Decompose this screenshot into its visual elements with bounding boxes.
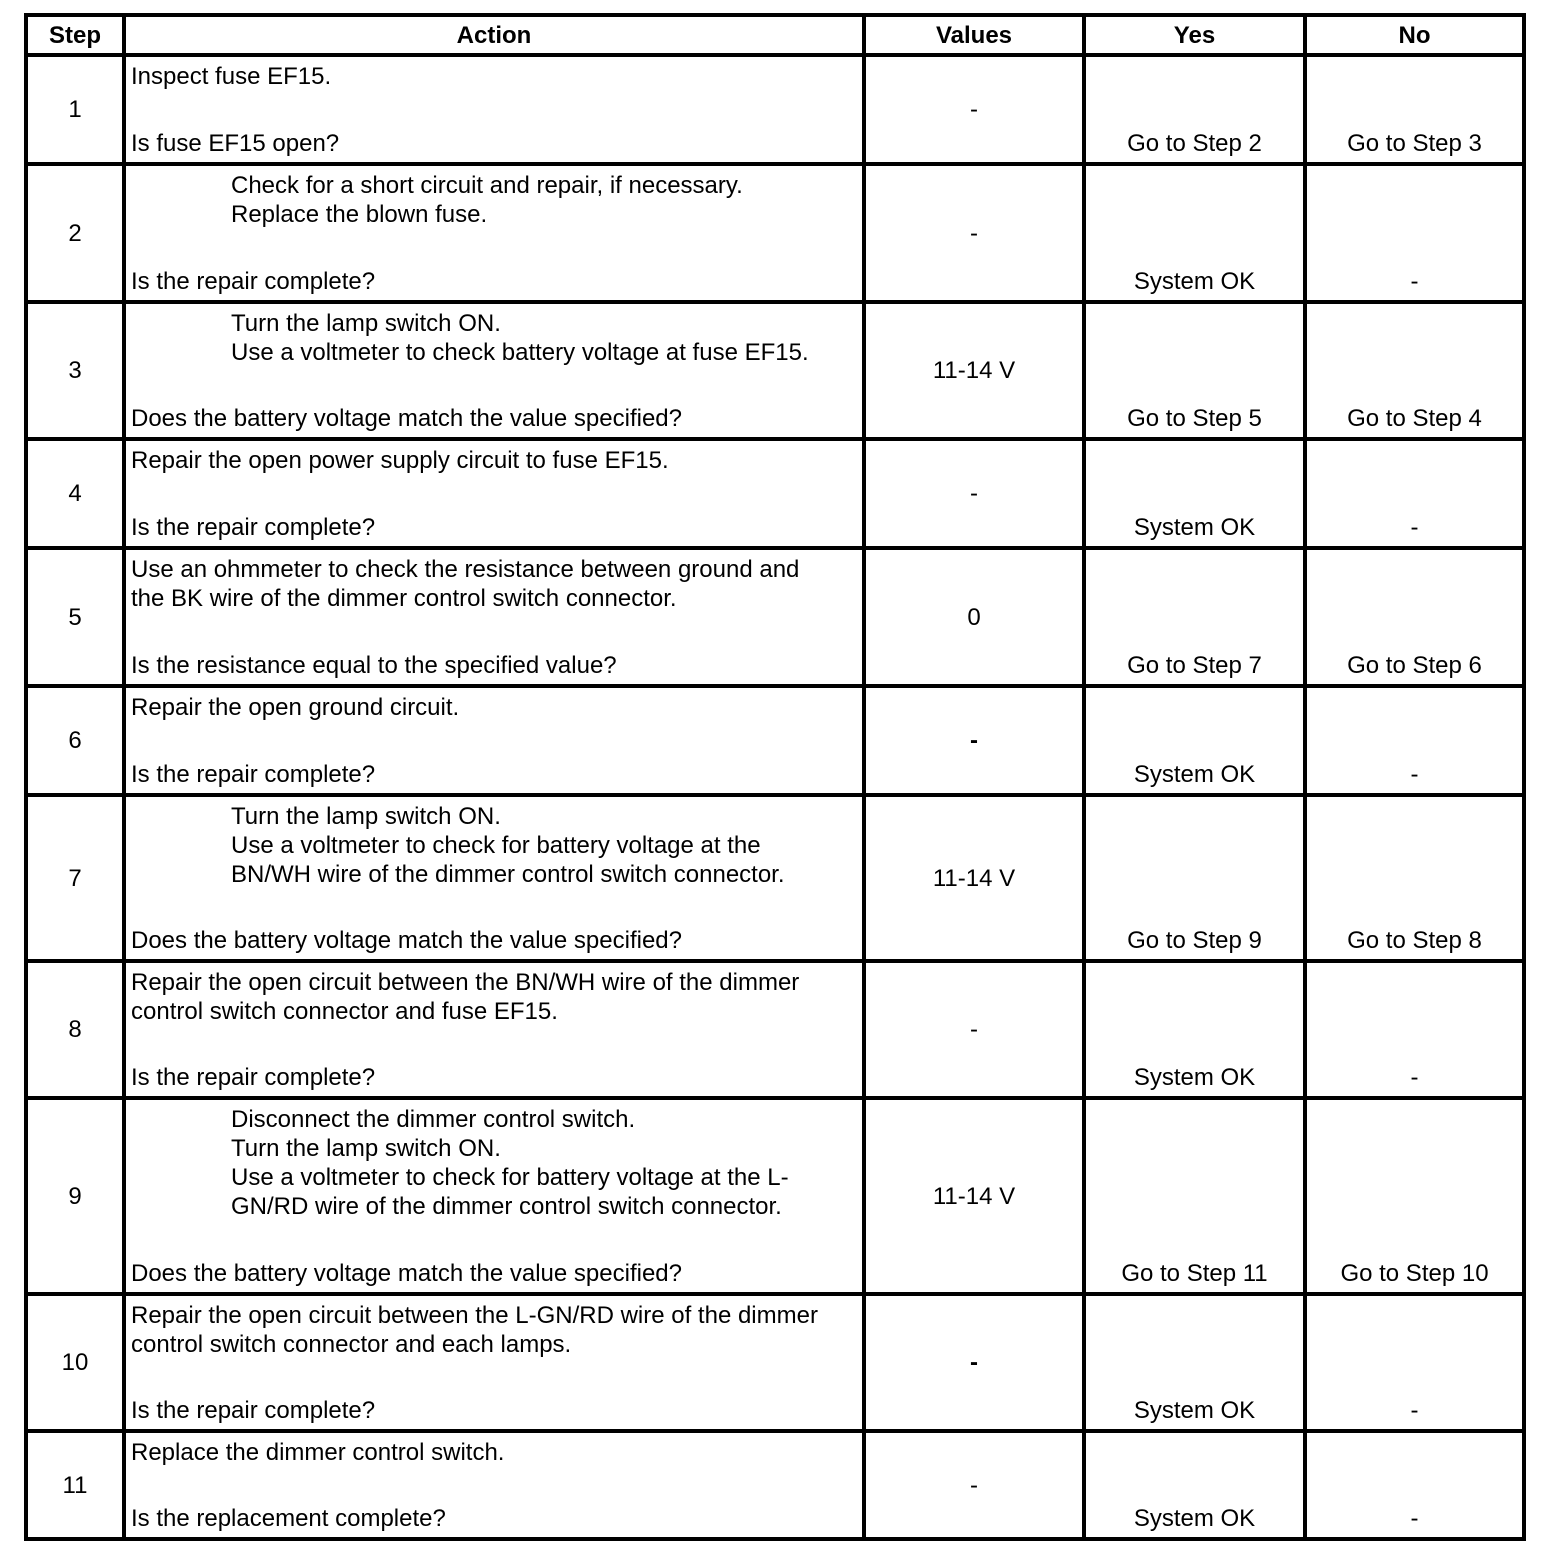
instruction-line: Repair the open circuit between the BN/WH wire of the dimmer <box>131 969 800 996</box>
instruction-line: Use a voltmeter to check battery voltage at fuse EF15. <box>231 339 809 366</box>
header-step: Step <box>28 17 122 53</box>
instruction-line: Replace the blown fuse. <box>231 201 488 228</box>
action-question: Is the replacement complete? <box>131 1505 446 1532</box>
table-row <box>28 1296 1522 1429</box>
yes-cell <box>1086 963 1303 1096</box>
instruction-line: BN/WH wire of the dimmer control switch connector. <box>231 861 785 888</box>
instruction-line: Replace the dimmer control switch. <box>131 1439 505 1466</box>
table-header-row <box>28 17 1522 53</box>
value-text: 11-14 V <box>932 357 1016 384</box>
yes-result: System OK <box>1133 1505 1256 1532</box>
instruction-line: control switch connector and fuse EF15. <box>131 998 558 1025</box>
table-row <box>28 1100 1522 1292</box>
no-cell <box>1307 166 1522 300</box>
no-cell <box>1307 1100 1522 1292</box>
step-cell <box>28 797 122 959</box>
step-number: 3 <box>68 357 82 384</box>
instruction-line: Turn the lamp switch ON. <box>231 310 501 337</box>
step-number: 6 <box>68 727 82 754</box>
step-cell <box>28 963 122 1096</box>
action-cell <box>126 797 862 959</box>
step-number: 2 <box>68 219 82 247</box>
yes-cell <box>1086 550 1303 684</box>
action-instructions <box>131 171 857 229</box>
no-result: Go to Step 8 <box>1347 927 1482 954</box>
action-instructions <box>131 309 857 367</box>
action-instructions <box>131 802 857 889</box>
action-instructions <box>131 968 857 1026</box>
value-cell <box>866 797 1082 959</box>
no-cell <box>1307 1433 1522 1537</box>
value-cell <box>866 688 1082 793</box>
table-row <box>28 441 1522 546</box>
table-row <box>28 57 1522 162</box>
no-result: - <box>1410 761 1419 788</box>
instruction-line: Turn the lamp switch ON. <box>231 803 501 830</box>
instruction-line: Disconnect the dimmer control switch. <box>231 1106 636 1133</box>
step-number: 10 <box>61 1349 89 1376</box>
yes-result: System OK <box>1133 1397 1256 1424</box>
value-text: - <box>970 480 978 507</box>
action-instructions <box>131 693 857 722</box>
instruction-line: GN/RD wire of the dimmer control switch connector. <box>231 1193 782 1220</box>
yes-result: System OK <box>1133 268 1256 295</box>
value-cell <box>866 1433 1082 1537</box>
value-text: - <box>970 219 978 247</box>
step-cell <box>28 1296 122 1429</box>
action-question: Is the repair complete? <box>131 1064 376 1091</box>
no-cell <box>1307 304 1522 437</box>
action-question: Is the repair complete? <box>131 268 376 295</box>
instruction-line: control switch connector and each lamps. <box>131 1331 572 1358</box>
no-cell <box>1307 441 1522 546</box>
value-cell <box>866 963 1082 1096</box>
yes-result: Go to Step 2 <box>1127 130 1262 157</box>
header-action: Action <box>126 17 862 53</box>
yes-result: System OK <box>1133 514 1256 541</box>
instruction-line: Use a voltmeter to check for battery voltage at the <box>231 832 761 859</box>
table-row <box>28 1433 1522 1537</box>
step-number: 8 <box>68 1016 82 1043</box>
step-cell <box>28 57 122 162</box>
yes-cell <box>1086 57 1303 162</box>
action-question: Is the repair complete? <box>131 1397 376 1424</box>
yes-cell <box>1086 166 1303 300</box>
table-row <box>28 797 1522 959</box>
action-instructions <box>131 1438 857 1467</box>
instruction-line: Repair the open power supply circuit to fuse EF15. <box>131 447 669 474</box>
instruction-line: Use an ohmmeter to check the resistance between ground and <box>131 556 800 583</box>
instruction-line: the BK wire of the dimmer control switch connector. <box>131 585 677 612</box>
yes-result: System OK <box>1133 761 1256 788</box>
action-question: Does the battery voltage match the value specified? <box>131 405 682 432</box>
step-cell <box>28 166 122 300</box>
action-cell <box>126 304 862 437</box>
action-cell <box>126 441 862 546</box>
yes-cell <box>1086 688 1303 793</box>
value-text: - <box>970 1016 978 1043</box>
yes-cell <box>1086 1433 1303 1537</box>
action-cell <box>126 1433 862 1537</box>
no-result: - <box>1410 1505 1419 1532</box>
action-question: Is the resistance equal to the specified value? <box>131 652 617 679</box>
value-text: - <box>970 727 978 754</box>
action-question: Does the battery voltage match the value specified? <box>131 1260 682 1287</box>
yes-cell <box>1086 1100 1303 1292</box>
yes-result: Go to Step 11 <box>1121 1260 1268 1287</box>
no-result: - <box>1410 1064 1419 1091</box>
value-text: - <box>970 1471 978 1499</box>
value-cell <box>866 441 1082 546</box>
no-result: - <box>1410 514 1419 541</box>
no-cell <box>1307 797 1522 959</box>
value-cell <box>866 1296 1082 1429</box>
step-number: 4 <box>68 480 82 507</box>
no-result: Go to Step 6 <box>1347 652 1482 679</box>
instruction-line: Use a voltmeter to check for battery voltage at the L- <box>231 1164 789 1191</box>
step-number: 7 <box>68 864 82 892</box>
no-cell <box>1307 963 1522 1096</box>
instruction-line: Repair the open circuit between the L-GN/RD wire of the dimmer <box>131 1302 818 1329</box>
action-cell <box>126 57 862 162</box>
yes-result: System OK <box>1133 1064 1256 1091</box>
action-cell <box>126 688 862 793</box>
header-no: No <box>1307 17 1522 53</box>
instruction-line: Repair the open ground circuit. <box>131 694 460 721</box>
step-number: 11 <box>62 1471 88 1499</box>
value-cell <box>866 1100 1082 1292</box>
action-cell <box>126 550 862 684</box>
yes-result: Go to Step 7 <box>1127 652 1262 679</box>
no-result: - <box>1410 268 1419 295</box>
value-cell <box>866 166 1082 300</box>
step-cell <box>28 441 122 546</box>
yes-result: Go to Step 5 <box>1127 405 1262 432</box>
action-cell <box>126 1100 862 1292</box>
action-instructions <box>131 62 857 91</box>
action-question: Is fuse EF15 open? <box>131 130 340 157</box>
step-cell <box>28 1100 122 1292</box>
table-row <box>28 166 1522 300</box>
value-cell <box>866 550 1082 684</box>
header-yes: Yes <box>1086 17 1303 53</box>
value-text: 11-14 V <box>932 864 1016 892</box>
step-number: 1 <box>68 96 82 123</box>
no-result: Go to Step 3 <box>1347 130 1482 157</box>
table-row <box>28 963 1522 1096</box>
step-number: 9 <box>68 1182 82 1210</box>
action-question: Is the repair complete? <box>131 514 376 541</box>
no-result: Go to Step 4 <box>1347 405 1482 432</box>
step-cell <box>28 1433 122 1537</box>
step-cell <box>28 688 122 793</box>
action-cell <box>126 1296 862 1429</box>
yes-cell <box>1086 1296 1303 1429</box>
action-question: Does the battery voltage match the value specified? <box>131 927 682 954</box>
header-values: Values <box>866 17 1082 53</box>
action-instructions <box>131 555 857 613</box>
yes-result: Go to Step 9 <box>1127 927 1262 954</box>
action-cell <box>126 963 862 1096</box>
table-row <box>28 550 1522 684</box>
table-row <box>28 304 1522 437</box>
value-text: - <box>970 96 978 123</box>
yes-cell <box>1086 441 1303 546</box>
action-instructions <box>131 446 857 475</box>
value-text: 11-14 V <box>932 1182 1016 1210</box>
no-cell <box>1307 688 1522 793</box>
action-question: Is the repair complete? <box>131 761 376 788</box>
instruction-line: Check for a short circuit and repair, if necessary. <box>231 172 743 199</box>
step-cell <box>28 550 122 684</box>
action-cell <box>126 166 862 300</box>
table-row <box>28 688 1522 793</box>
instruction-line: Inspect fuse EF15. <box>131 63 332 90</box>
diagnostic-table <box>24 13 1526 1541</box>
value-cell <box>866 57 1082 162</box>
value-cell <box>866 304 1082 437</box>
step-number: 5 <box>68 603 82 631</box>
instruction-line: Turn the lamp switch ON. <box>231 1135 501 1162</box>
value-text: - <box>970 1349 978 1376</box>
action-instructions <box>131 1105 857 1221</box>
yes-cell <box>1086 304 1303 437</box>
value-text: 0 <box>967 603 981 631</box>
no-cell <box>1307 550 1522 684</box>
no-result: - <box>1410 1397 1419 1424</box>
no-cell <box>1307 57 1522 162</box>
yes-cell <box>1086 797 1303 959</box>
no-cell <box>1307 1296 1522 1429</box>
no-result: Go to Step 10 <box>1340 1260 1489 1287</box>
action-instructions <box>131 1301 857 1359</box>
step-cell <box>28 304 122 437</box>
